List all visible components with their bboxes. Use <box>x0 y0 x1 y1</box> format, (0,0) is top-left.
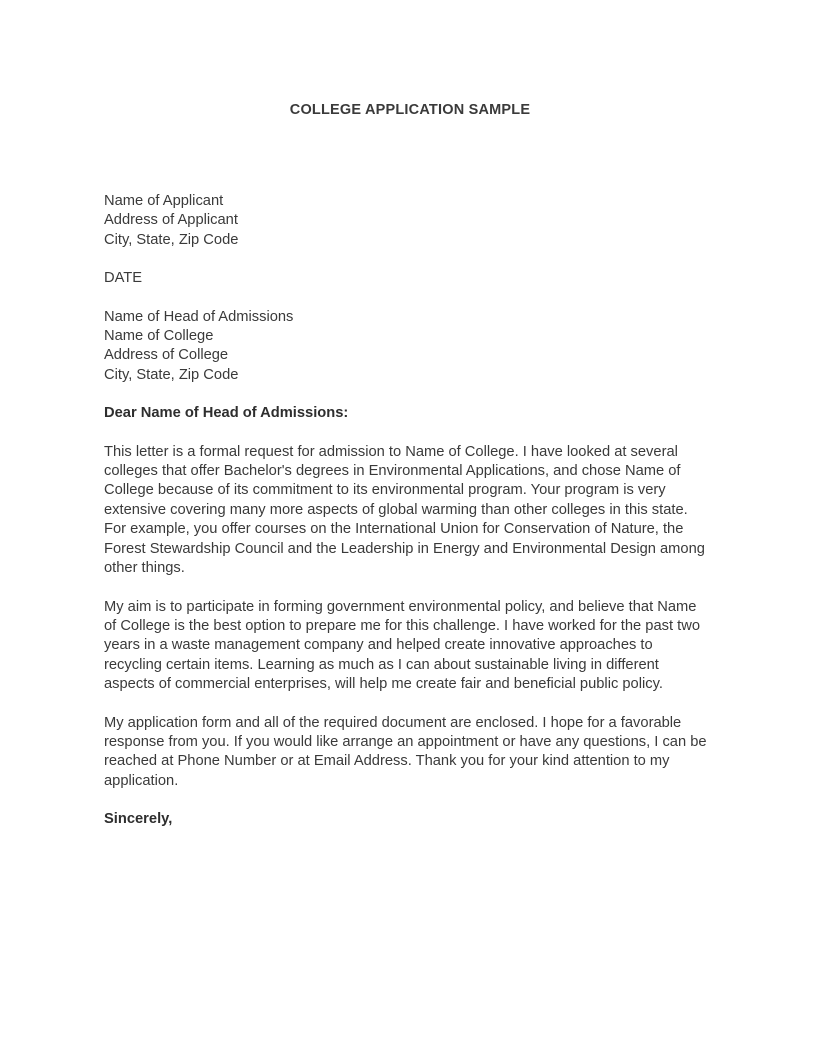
spacer-after-salutation <box>104 424 712 443</box>
page-title: COLLEGE APPLICATION SAMPLE <box>289 102 531 118</box>
recipient-college: Name of College <box>104 328 214 345</box>
spacer-after-sender <box>104 250 712 269</box>
recipient-name: Name of Head of Admissions <box>104 308 294 325</box>
date-line: DATE <box>104 270 143 287</box>
recipient-city-state-zip: City, State, Zip Code <box>104 366 239 383</box>
sender-name: Name of Applicant <box>104 193 224 209</box>
spacer-after-paragraph-2 <box>104 695 712 714</box>
spacer-after-paragraph-1 <box>104 579 712 598</box>
closing-salutation: Sincerely, <box>104 811 173 828</box>
recipient-address-block <box>104 308 712 386</box>
body-paragraph-3: My application form and all of the required document are enclosed. I hope for a favorable response from you. If you would like arrange an appointment or have any questions, I can be reached at Phone Number or at Email Address. Thank you for your kind attention to my application. <box>104 714 707 789</box>
salutation: Dear Name of Head of Admissions: <box>104 405 349 422</box>
date-block <box>104 269 712 288</box>
body-paragraph-1: This letter is a formal request for admission to Name of College. I have looked at several colleges that offer Bachelor's degrees in Environmental Applications, and chose Name of College because of its commitment to its environmental program. Your program is very extensive covering many more aspects of global warming than other colleges in this state. For example, you offer courses on the International Union for Conservation of Nature, the Forest Stewardship Council and the Leadership in Energy and Environmental Design among other things. <box>104 443 705 577</box>
body-paragraph-2: My aim is to participate in forming government environmental policy, and believe that Name of College is the best option to prepare me for this challenge. I have worked for the past two years in a waste management company and helped create innovative approaches to recycling certain items. Learning as much as I can about sustainable living in different aspects of commercial enterprises, will help me create fair and beneficial public policy. <box>104 598 700 693</box>
spacer-after-date <box>104 289 712 308</box>
sender-city-state-zip: City, State, Zip Code <box>104 231 239 248</box>
recipient-street: Address of College <box>104 347 229 364</box>
sender-street: Address of Applicant <box>104 212 238 229</box>
sender-address-block <box>104 192 712 250</box>
letter-body <box>104 192 712 830</box>
spacer-after-paragraph-3 <box>104 791 712 810</box>
spacer-after-recipient <box>104 385 712 404</box>
